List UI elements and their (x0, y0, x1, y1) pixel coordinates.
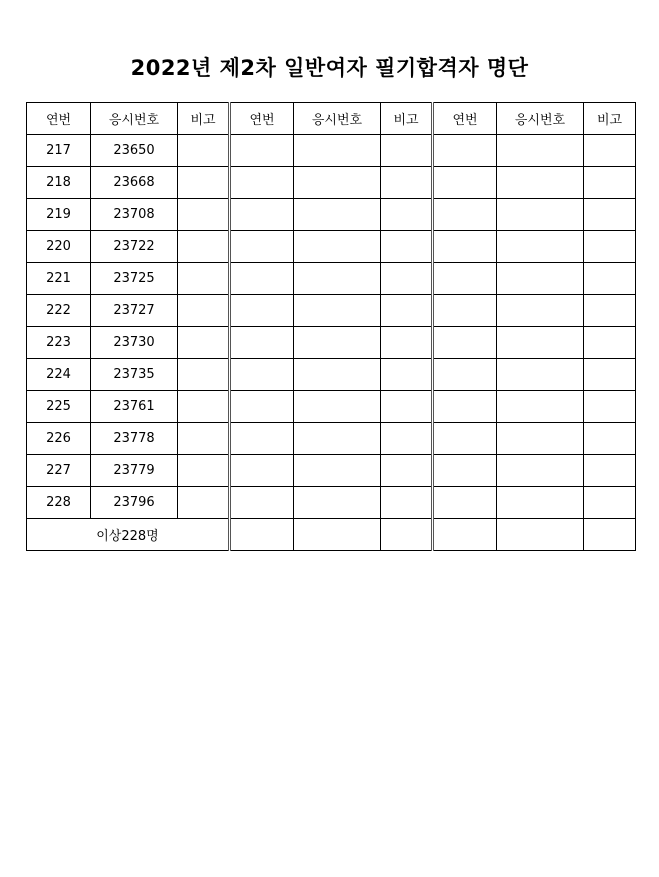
table-row (27, 391, 636, 423)
table-cell (584, 295, 636, 327)
table-cell (230, 199, 294, 231)
exam-number-cell: 23650 (91, 135, 178, 167)
table-cell (230, 359, 294, 391)
table-cell (497, 423, 584, 455)
table-cell (584, 135, 636, 167)
exam-number-cell: 23778 (91, 423, 178, 455)
table-cell (433, 295, 497, 327)
table-cell (433, 135, 497, 167)
number-cell: 220 (27, 231, 91, 263)
table-cell (294, 135, 381, 167)
remarks-cell (178, 295, 230, 327)
number-cell: 222 (27, 295, 91, 327)
number-cell: 228 (27, 487, 91, 519)
table-row (27, 487, 636, 519)
table-cell (381, 487, 433, 519)
table-cell (584, 167, 636, 199)
table-cell (230, 295, 294, 327)
table-cell (497, 391, 584, 423)
exam-number-cell: 23708 (91, 199, 178, 231)
table-cell (584, 199, 636, 231)
table-cell (294, 487, 381, 519)
exam-number-cell: 23730 (91, 327, 178, 359)
table-cell (584, 455, 636, 487)
header-exam-number: 응시번호 (91, 103, 178, 135)
table-cell (230, 455, 294, 487)
number-cell: 226 (27, 423, 91, 455)
remarks-cell (178, 423, 230, 455)
table-row (27, 199, 636, 231)
table-cell (584, 359, 636, 391)
table-cell (381, 391, 433, 423)
table-cell (433, 231, 497, 263)
table-cell (381, 199, 433, 231)
table-cell (497, 519, 584, 551)
number-cell: 221 (27, 263, 91, 295)
table-cell (433, 391, 497, 423)
remarks-cell (178, 167, 230, 199)
exam-number-cell: 23796 (91, 487, 178, 519)
table-row (27, 167, 636, 199)
remarks-cell (178, 327, 230, 359)
table-cell (584, 391, 636, 423)
table-cell (584, 231, 636, 263)
header-number: 연번 (433, 103, 497, 135)
number-cell: 219 (27, 199, 91, 231)
exam-number-cell: 23727 (91, 295, 178, 327)
table-cell (381, 359, 433, 391)
table-cell (497, 295, 584, 327)
table-cell (433, 519, 497, 551)
table-cell (294, 295, 381, 327)
table-cell (230, 519, 294, 551)
header-exam-number: 응시번호 (497, 103, 584, 135)
table-cell (294, 327, 381, 359)
remarks-cell (178, 455, 230, 487)
table-cell (294, 455, 381, 487)
table-row (27, 327, 636, 359)
table-cell (584, 423, 636, 455)
footer-row (27, 519, 636, 551)
table-row (27, 295, 636, 327)
table-cell (381, 231, 433, 263)
table-cell (497, 135, 584, 167)
table-cell (230, 167, 294, 199)
exam-number-cell: 23761 (91, 391, 178, 423)
table-cell (433, 487, 497, 519)
table-cell (497, 263, 584, 295)
table-row (27, 135, 636, 167)
exam-number-cell: 23779 (91, 455, 178, 487)
table-cell (433, 455, 497, 487)
exam-number-cell: 23735 (91, 359, 178, 391)
exam-number-cell: 23668 (91, 167, 178, 199)
table-cell (497, 487, 584, 519)
table-cell (230, 423, 294, 455)
remarks-cell (178, 135, 230, 167)
table-cell (497, 327, 584, 359)
number-cell: 217 (27, 135, 91, 167)
table-row (27, 231, 636, 263)
table-cell (294, 519, 381, 551)
exam-number-cell: 23722 (91, 231, 178, 263)
header-number: 연번 (230, 103, 294, 135)
number-cell: 225 (27, 391, 91, 423)
table-cell (230, 135, 294, 167)
remarks-cell (178, 263, 230, 295)
table-cell (294, 167, 381, 199)
table-cell (294, 359, 381, 391)
page-title: 2022년 제2차 일반여자 필기합격자 명단 (130, 56, 529, 80)
table-cell (433, 199, 497, 231)
table-cell (294, 199, 381, 231)
table-row (27, 263, 636, 295)
table-cell (294, 423, 381, 455)
table-cell (584, 263, 636, 295)
table-cell (381, 295, 433, 327)
number-cell: 224 (27, 359, 91, 391)
header-remarks: 비고 (178, 103, 230, 135)
table-cell (230, 327, 294, 359)
table-cell (294, 231, 381, 263)
remarks-cell (178, 487, 230, 519)
header-remarks: 비고 (381, 103, 433, 135)
header-remarks: 비고 (584, 103, 636, 135)
table-row (27, 423, 636, 455)
table-cell (230, 263, 294, 295)
table-cell (381, 263, 433, 295)
table-row (27, 359, 636, 391)
table-cell (381, 519, 433, 551)
table-cell (584, 327, 636, 359)
remarks-cell (178, 359, 230, 391)
remarks-cell (178, 199, 230, 231)
header-exam-number: 응시번호 (294, 103, 381, 135)
remarks-cell (178, 391, 230, 423)
table-cell (497, 359, 584, 391)
table-cell (381, 167, 433, 199)
total-count: 이상228명 (27, 519, 230, 551)
remarks-cell (178, 231, 230, 263)
table-cell (381, 455, 433, 487)
number-cell: 227 (27, 455, 91, 487)
table-cell (497, 455, 584, 487)
table-cell (381, 327, 433, 359)
table-cell (497, 199, 584, 231)
table-cell (433, 167, 497, 199)
table-cell (433, 423, 497, 455)
header-number: 연번 (27, 103, 91, 135)
exam-number-cell: 23725 (91, 263, 178, 295)
table-cell (433, 263, 497, 295)
table-cell (433, 359, 497, 391)
table-cell (230, 487, 294, 519)
number-cell: 218 (27, 167, 91, 199)
table-cell (381, 135, 433, 167)
table-row (27, 455, 636, 487)
header-row (27, 103, 636, 135)
table-cell (294, 391, 381, 423)
table-cell (584, 487, 636, 519)
table-cell (497, 231, 584, 263)
table-cell (433, 327, 497, 359)
table-cell (381, 423, 433, 455)
table-cell (294, 263, 381, 295)
table-cell (497, 167, 584, 199)
table-cell (230, 391, 294, 423)
table-cell (584, 519, 636, 551)
table-cell (230, 231, 294, 263)
number-cell: 223 (27, 327, 91, 359)
applicant-table (26, 102, 636, 551)
